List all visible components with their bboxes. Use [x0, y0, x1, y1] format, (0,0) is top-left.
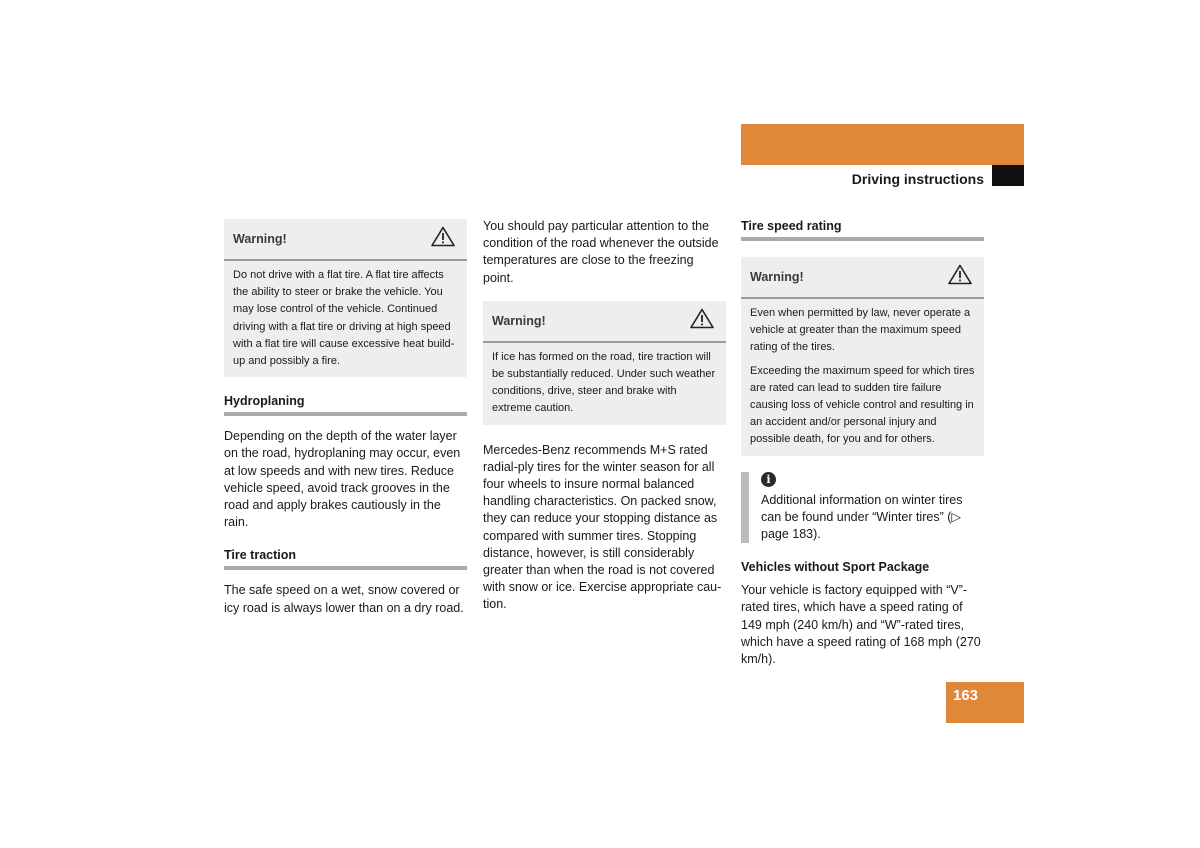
warning-title: Warning!: [750, 270, 804, 284]
subsection-title: Driving instructions: [851, 171, 984, 187]
warning-triangle-icon: [431, 226, 455, 252]
warning-box-speed: [741, 257, 984, 456]
warning-triangle-icon: [948, 264, 972, 290]
warning-header: [224, 219, 467, 261]
column-left: [224, 219, 467, 634]
warning-text: Do not drive with a flat tire. A flat tire affects the ability to steer or brake the vehicle. You may lose control of the vehicle. Continued driving with a flat tire or driving at high speed with a flat tire will cause excessive heat build-up and possibly a fire.: [233, 269, 455, 368]
column-middle: [483, 218, 726, 631]
info-bar: [741, 472, 749, 544]
warning-title: Warning!: [492, 313, 546, 328]
warning-text: [741, 299, 984, 456]
header-marker-block: [992, 165, 1024, 186]
warning-header: [483, 301, 726, 343]
warning-text: If ice has formed on the road, tire traction will be substantially reduced. Under such weather conditions, drive, steer and brake with extreme caution.: [492, 350, 716, 415]
info-text: Additional information on winter tires can be found under “Winter tires” (▷ page 183).: [761, 492, 963, 542]
speed-rating-text: Your vehicle is factory equipped with “V”-rated tires, which have a speed rating of 149 mph (240 km/h) and “W”-rated tires, which have a speed rating of 168 mph (270 km/h).: [741, 583, 981, 667]
heading-tire-traction: Tire traction: [224, 548, 467, 570]
intro-text: You should pay particular attention to the condition of the road whenever the outside temperatures are close to the freezing point.: [483, 219, 719, 285]
warning-box-ice: [483, 301, 726, 425]
info-icon: i: [761, 472, 776, 487]
warning-paragraph-1: Even when permitted by law, never operate a vehicle at greater than the maximum speed rating of the tires.: [750, 307, 971, 354]
column-right: [741, 219, 984, 685]
tire-traction-text: The safe speed on a wet, snow covered or icy road is always lower than on a dry road.: [224, 583, 464, 615]
header-band: [741, 124, 1024, 165]
warning-paragraph-2: Exceeding the maximum speed for which tires are rated can lead to sudden tire failure causing loss of vehicle control and resulting in an accident and/or personal injury and possible death, for you and for others.: [750, 364, 975, 446]
warning-box-flat-tire: [224, 219, 467, 377]
recommendation-text: Mercedes-Benz recommends M+S rated radial-ply tires for the winter season for all four wheels to insure normal balanced handling characteristics. On packed snow, they can reduce your stopping distance as compared with summer tires. Stopping distance, however, is still considerably greater than when the road is not covered with snow or ice. Exercise appropriate cau-tion.: [483, 442, 722, 612]
section-title: Operation: [1088, 143, 1159, 160]
page-number: 163: [953, 687, 979, 704]
warning-header: [741, 257, 984, 299]
hydroplaning-text: Depending on the depth of the water layer on the road, hydroplaning may occur, even at low speeds and with new tires. Reduce vehicle speed, avoid track grooves in the road and apply brakes cautiously in the rain.: [224, 429, 461, 530]
warning-triangle-icon: [690, 308, 714, 334]
heading-tire-speed-rating: Tire speed rating: [741, 219, 984, 241]
warning-title: Warning!: [233, 232, 287, 246]
subheading-without-sport-package: Vehicles without Sport Package: [741, 560, 930, 575]
heading-hydroplaning: Hydroplaning: [224, 394, 467, 416]
info-note: [741, 472, 984, 544]
